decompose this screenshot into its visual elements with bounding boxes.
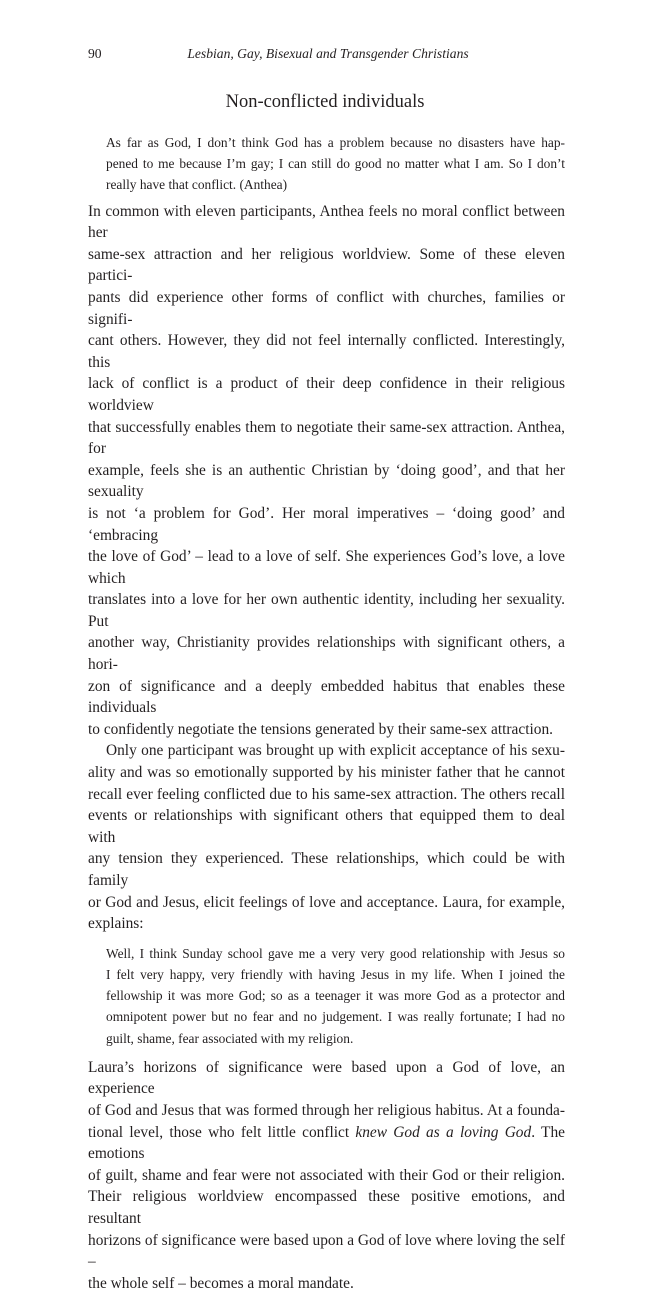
text-line: to confidently negotiate the tensions generated by their same-sex attraction. bbox=[88, 720, 553, 738]
quote-line: Well, I think Sunday school gave me a very very good relationship with Jesus so bbox=[106, 945, 565, 961]
text-line: horizons of significance were based upon a God of love where loving the self – bbox=[88, 1231, 565, 1271]
text-line: of guilt, shame and fear were not associated with their God or their religion. bbox=[88, 1166, 565, 1184]
text-line: In common with eleven participants, Anthea feels no moral conflict between her bbox=[88, 202, 565, 242]
text-line: zon of significance and a deeply embedded habitus that enables these individuals bbox=[88, 677, 565, 717]
text-line: any tension they experienced. These relationships, which could be with family bbox=[88, 850, 565, 890]
quote-line: guilt, shame, fear associated with my religion. bbox=[106, 1030, 354, 1046]
block-quote-anthea bbox=[106, 132, 565, 196]
text-line: or God and Jesus, elicit feelings of love and acceptance. Laura, for example, bbox=[88, 893, 565, 911]
text-line: the whole self – becomes a moral mandate. bbox=[88, 1274, 354, 1292]
text-line: explains: bbox=[88, 915, 144, 933]
quote-line: fellowship it was more God; so as a teenager it was more God as a protector and bbox=[106, 988, 565, 1004]
text-line: Only one participant was brought up with explicit acceptance of his sexu- bbox=[106, 742, 565, 760]
text-line: example, feels she is an authentic Christian by ‘doing good’, and that her sexuality bbox=[88, 461, 565, 501]
text-line: Their religious worldview encompassed these positive emotions, and resultant bbox=[88, 1188, 565, 1227]
text-line: same-sex attraction and her religious worldview. Some of these eleven partici- bbox=[88, 245, 565, 285]
paragraph-3 bbox=[88, 1057, 565, 1294]
quote-line: As far as God, I don’t think God has a problem because no disasters have hap- bbox=[106, 135, 565, 150]
paragraph-2 bbox=[88, 740, 565, 934]
text-line: another way, Christianity provides relationships with significant others, a hori- bbox=[88, 634, 565, 674]
text-line: ality and was so emotionally supported by his minister father that he cannot bbox=[88, 764, 565, 782]
running-head bbox=[88, 44, 562, 64]
quote-line: really have that conflict. (Anthea) bbox=[106, 177, 288, 193]
text-line: pants did experience other forms of conflict with churches, families or signifi- bbox=[88, 288, 565, 328]
running-title: Lesbian, Gay, Bisexual and Transgender Christians bbox=[187, 46, 469, 61]
quote-line: omnipotent power but no fear and no judgement. I was really fortunate; I had no bbox=[106, 1009, 565, 1025]
text-fragment: . The emotions bbox=[88, 1123, 565, 1163]
text-fragment: tional level, those who felt little conflict bbox=[88, 1123, 356, 1141]
text-line: translates into a love for her own authentic identity, including her sexuality. Put bbox=[88, 591, 565, 630]
section-heading: Non-conflicted individuals bbox=[225, 92, 425, 112]
text-line: Laura’s horizons of significance were based upon a God of love, an experience bbox=[88, 1058, 565, 1098]
block-quote-laura bbox=[106, 943, 565, 1049]
body-text bbox=[88, 132, 565, 1294]
text-line: recall ever feeling conflicted due to his same-sex attraction. The others recall bbox=[88, 785, 565, 803]
page-number: 90 bbox=[88, 46, 102, 61]
paragraph-1 bbox=[88, 201, 565, 741]
text-line: that successfully enables them to negotiate their same-sex attraction. Anthea, for bbox=[88, 418, 565, 458]
emphasized-phrase: knew God as a loving God bbox=[355, 1123, 532, 1141]
quote-line: pened to me because I’m gay; I can still do good no matter what I am. So I don’t bbox=[106, 156, 565, 172]
text-line: of God and Jesus that was formed through her religious habitus. At a founda- bbox=[88, 1102, 565, 1119]
text-line: the love of God’ – lead to a love of self. She experiences God’s love, a love which bbox=[88, 548, 565, 587]
text-line: lack of conflict is a product of their deep confidence in their religious worldview bbox=[88, 375, 565, 414]
text-line: cant others. However, they did not feel internally conflicted. Interestingly, this bbox=[88, 332, 565, 371]
text-line: is not ‘a problem for God’. Her moral imperatives – ‘doing good’ and ‘embracing bbox=[88, 504, 565, 544]
text-line: events or relationships with significant others that equipped them to deal with bbox=[88, 807, 565, 846]
text-line-with-emphasis bbox=[88, 1122, 565, 1165]
quote-line: I felt very happy, very friendly with having Jesus in my life. When I joined the bbox=[106, 967, 565, 982]
